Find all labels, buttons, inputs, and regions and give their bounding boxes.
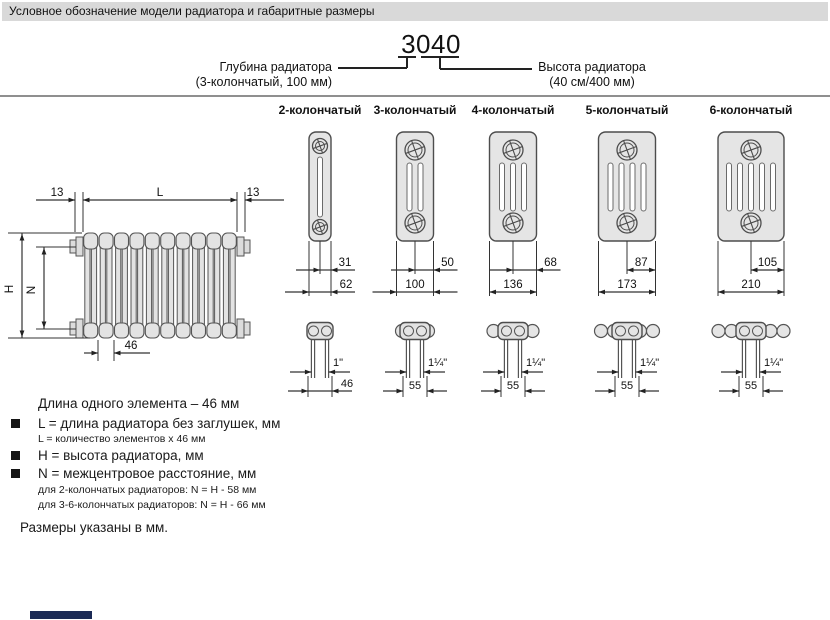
dimension-label: 173 bbox=[617, 279, 637, 291]
dimension-label: 55 bbox=[506, 380, 520, 392]
depth-sublabel: (3-колончатый, 100 мм) bbox=[195, 75, 332, 89]
bottom-accent-bar bbox=[30, 611, 92, 619]
note-pitch: N = межцентровое расстояние, мм bbox=[38, 466, 257, 481]
radiator-figure-5col bbox=[567, 120, 687, 402]
note-height: H = высота радиатора, мм bbox=[38, 448, 204, 463]
dimension-label: 13 bbox=[50, 187, 64, 199]
dimension-label: 31 bbox=[338, 257, 352, 269]
dimension-label: 55 bbox=[408, 380, 422, 392]
note-element-length: Длина одного элемента – 46 мм bbox=[38, 396, 240, 411]
model-code-connector-lines bbox=[0, 0, 830, 100]
dimension-label: 1¼" bbox=[526, 357, 546, 369]
dimension-label: 1¼" bbox=[764, 357, 784, 369]
column-header-2: 2-колончатый bbox=[278, 103, 362, 117]
column-header-5: 5-колончатый bbox=[585, 103, 669, 117]
depth-label: Глубина радиатора bbox=[219, 60, 332, 74]
radiator-figure-4col bbox=[453, 120, 573, 402]
note-pitch-sub1: для 2-колончатых радиаторов: N = H - 58 мм bbox=[38, 484, 257, 496]
column-header-6: 6-колончатый bbox=[709, 103, 793, 117]
height-callout bbox=[522, 60, 662, 90]
dimension-label: 87 bbox=[634, 257, 648, 269]
dimension-label: 105 bbox=[757, 257, 778, 269]
column-header-3: 3-колончатый bbox=[373, 103, 457, 117]
depth-callout bbox=[162, 60, 332, 90]
height-sublabel: (40 см/400 мм) bbox=[549, 75, 635, 89]
dimension-label: L bbox=[156, 185, 164, 199]
radiator-figure-6col bbox=[691, 120, 811, 402]
dimension-label: 210 bbox=[741, 279, 761, 291]
dimension-label: 50 bbox=[441, 257, 454, 269]
note-pitch-sub2: для 3-6-колончатых радиаторов: N = H - 66 мм bbox=[38, 499, 266, 511]
column-header-4: 4-колончатый bbox=[471, 103, 555, 117]
section-divider bbox=[0, 95, 830, 97]
bullet-square bbox=[11, 451, 20, 460]
dimension-label: 136 bbox=[503, 279, 523, 291]
dimension-label: N bbox=[24, 285, 38, 295]
dimension-label: 55 bbox=[620, 380, 634, 392]
dimension-label: 62 bbox=[339, 279, 353, 291]
dimension-label: 100 bbox=[405, 279, 425, 291]
note-length: L = длина радиатора без заглушек, мм bbox=[38, 416, 281, 431]
dimension-label: 68 bbox=[544, 257, 557, 269]
dimension-label: 1¼" bbox=[428, 357, 448, 369]
height-label: Высота радиатора bbox=[538, 60, 646, 74]
radiator-front-technical-drawing bbox=[0, 170, 300, 375]
bullet-square bbox=[11, 469, 20, 478]
dimension-label: H bbox=[2, 284, 16, 294]
bullet-square bbox=[11, 419, 20, 428]
dimension-label: 55 bbox=[744, 380, 758, 392]
note-footer: Размеры указаны в мм. bbox=[20, 520, 169, 535]
model-code: 3040 bbox=[401, 29, 461, 59]
dimension-label: 46 bbox=[340, 378, 354, 390]
dimension-label: 1" bbox=[333, 357, 344, 369]
note-length-sub: L = количество элементов x 46 мм bbox=[38, 433, 206, 445]
page-title: Условное обозначение модели радиатора и габаритные размеры bbox=[9, 4, 375, 18]
dimension-label: 46 bbox=[124, 340, 138, 352]
dimension-label: 13 bbox=[246, 187, 260, 199]
dimension-label: 1¼" bbox=[640, 357, 660, 369]
